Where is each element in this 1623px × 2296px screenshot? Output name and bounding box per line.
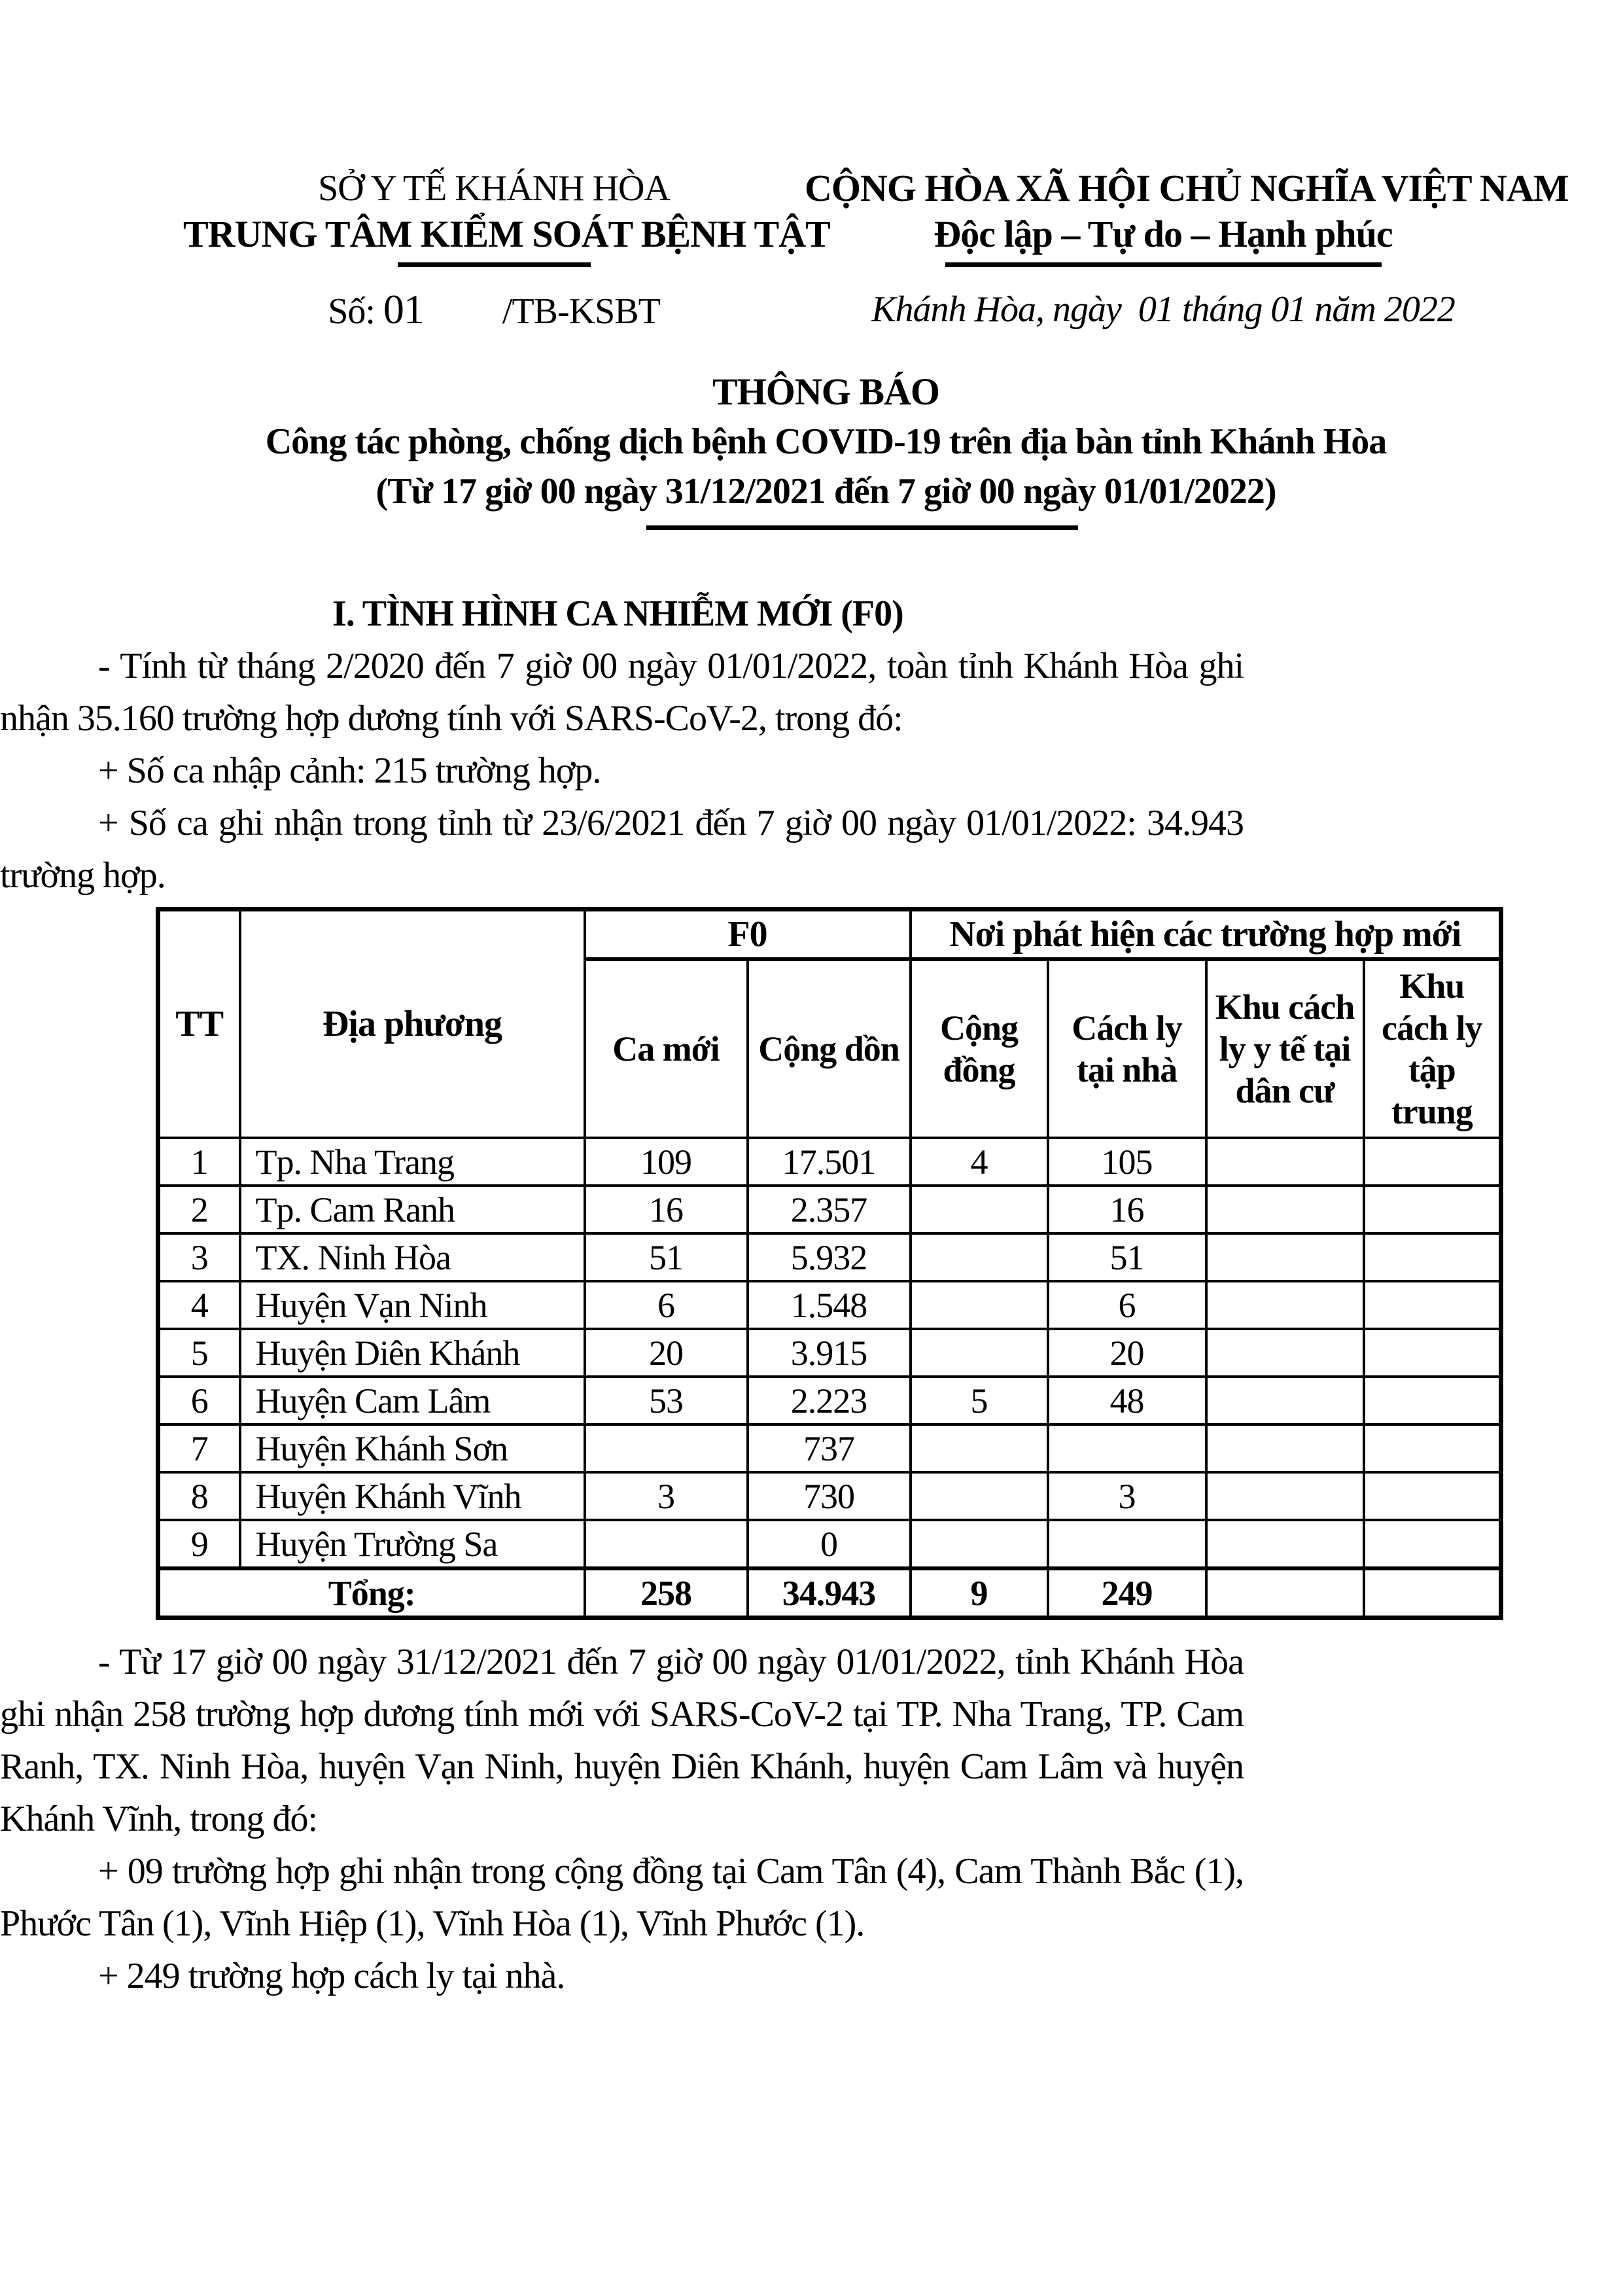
issuer-agency: TRUNG TÂM KIỂM SOÁT BỆNH TẬT [183, 213, 830, 255]
table-cell: TX. Ninh Hòa [240, 1233, 585, 1281]
national-block [805, 166, 1569, 267]
para-imported-cases: + Số ca nhập cảnh: 215 trường hợp. [98, 751, 601, 791]
table-cell [1206, 1233, 1364, 1281]
table-cell: 8 [158, 1472, 240, 1520]
table-cell [1364, 1233, 1501, 1281]
table-cell [1206, 1424, 1364, 1472]
issuer-department: SỞ Y TẾ KHÁNH HÒA [318, 168, 670, 209]
table-cell [1206, 1472, 1364, 1520]
table-cell [1206, 1281, 1364, 1329]
table-cell [1206, 1138, 1364, 1186]
table-cell [1206, 1377, 1364, 1424]
table-cell: 20 [585, 1329, 748, 1377]
table-cell [1364, 1186, 1501, 1233]
table-cell: 16 [585, 1186, 748, 1233]
document-header [183, 166, 1569, 267]
table-cell [911, 1329, 1048, 1377]
table-cell [1364, 1281, 1501, 1329]
table-cell: 9 [158, 1520, 240, 1568]
header-central-quarantine: Khu cách ly tập trung [1364, 959, 1501, 1138]
table-cell: 3 [1048, 1472, 1206, 1520]
table-cell: 34.943 [748, 1568, 911, 1618]
table-cell: 7 [158, 1424, 240, 1472]
table-cell: 48 [1048, 1377, 1206, 1424]
table-cell [911, 1472, 1048, 1520]
table-cell: 51 [1048, 1233, 1206, 1281]
table-cell: 2.223 [748, 1377, 911, 1424]
table-head [158, 910, 1501, 1139]
title-underline [646, 525, 1078, 530]
table-cell: 730 [748, 1472, 911, 1520]
table-cell: 1.548 [748, 1281, 911, 1329]
table-cell [911, 1424, 1048, 1472]
doc-number-suffix: /TB-KSBT [502, 291, 660, 332]
table-cell [1364, 1138, 1501, 1186]
table-cell: 2.357 [748, 1186, 911, 1233]
table-cell: 53 [585, 1377, 748, 1424]
table-cell: 6 [158, 1377, 240, 1424]
table-cell: Tp. Nha Trang [240, 1138, 585, 1186]
table-cell: 258 [585, 1568, 748, 1618]
table-cell: Huyện Vạn Ninh [240, 1281, 585, 1329]
table-cell [585, 1424, 748, 1472]
header-community: Cộng đồng [911, 959, 1048, 1138]
section-1-heading: I. TÌNH HÌNH CA NHIỄM MỚI (F0) [332, 593, 903, 634]
table-cell: 249 [1048, 1568, 1206, 1618]
table-cell: Huyện Cam Lâm [240, 1377, 585, 1424]
para-cases-total: - Tính từ tháng 2/2020 đến 7 giờ 00 ngày 01/01/2022, toàn tỉnh Khánh Hòa ghi nhận 35.160 trường hợp dương tính với SARS-CoV-2, trong đó: [0, 646, 1244, 739]
table-cell [585, 1520, 748, 1568]
table-cell [1364, 1472, 1501, 1520]
table-cell: 16 [1048, 1186, 1206, 1233]
table-row [158, 1424, 1501, 1472]
table-cell [1364, 1568, 1501, 1618]
table-header-group-row [158, 910, 1501, 960]
table-cell [911, 1233, 1048, 1281]
header-medical-area: Khu cách ly y tế tại dân cư [1206, 959, 1364, 1138]
table-cell: 51 [585, 1233, 748, 1281]
doc-number-label: Số: [328, 291, 375, 332]
table-cell: 105 [1048, 1138, 1206, 1186]
table-cell [1206, 1329, 1364, 1377]
table-cell [1048, 1424, 1206, 1472]
table-cell: 5 [911, 1377, 1048, 1424]
table-cell: 2 [158, 1186, 240, 1233]
total-label-cell: Tổng: [158, 1568, 585, 1618]
doc-number-line [183, 287, 805, 334]
para-province-cases: + Số ca ghi nhận trong tỉnh từ 23/6/2021 đến 7 giờ 00 ngày 01/01/2022: 34.943 trường hợp. [0, 803, 1244, 896]
table-cell: 4 [911, 1138, 1048, 1186]
notice-subject: Công tác phòng, chống dịch bệnh COVID-19 trên địa bàn tỉnh Khánh Hòa [265, 421, 1387, 462]
covid-statistics-table [156, 907, 1503, 1620]
table-row [158, 1233, 1501, 1281]
table-row [158, 1186, 1501, 1233]
table-cell: 4 [158, 1281, 240, 1329]
table-cell: 6 [585, 1281, 748, 1329]
table-cell [911, 1281, 1048, 1329]
para-home-quarantine-cases: + 249 trường hợp cách ly tại nhà. [98, 1956, 565, 1996]
header-tt: TT [158, 910, 240, 1139]
table-cell: Huyện Khánh Sơn [240, 1424, 585, 1472]
header-home-quarantine: Cách ly tại nhà [1048, 959, 1206, 1138]
national-motto: Độc lập – Tự do – Hạnh phúc [934, 213, 1393, 255]
table-cell [1364, 1520, 1501, 1568]
table-cell [1206, 1186, 1364, 1233]
table-cell: 3 [158, 1233, 240, 1281]
header-detect-group: Nơi phát hiện các trường hợp mới [911, 910, 1501, 960]
table-cell: 1 [158, 1138, 240, 1186]
para-community-cases: + 09 trường hợp ghi nhận trong cộng đồng tại Cam Tân (4), Cam Thành Bắc (1), Phước Tân (1), Vĩnh Hiệp (1), Vĩnh Hòa (1), Vĩnh Phước (1). [0, 1851, 1244, 1944]
notice-period: (Từ 17 giờ 00 ngày 31/12/2021 đến 7 giờ 00 ngày 01/01/2022) [375, 471, 1276, 512]
table-cell: Tp. Cam Ranh [240, 1186, 585, 1233]
table-cell: 5 [158, 1329, 240, 1377]
table-cell: 9 [911, 1568, 1048, 1618]
national-country: CỘNG HÒA XÃ HỘI CHỦ NGHĨA VIỆT NAM [805, 167, 1569, 209]
table-cell: 109 [585, 1138, 748, 1186]
place-date-line: Khánh Hòa, ngày 01 tháng 01 năm 2022 [871, 289, 1455, 330]
number-date-row [183, 287, 1522, 334]
table-cell [1364, 1329, 1501, 1377]
table-total-row [158, 1568, 1501, 1618]
table-cell [1048, 1520, 1206, 1568]
header-locality: Địa phương [240, 910, 585, 1139]
table-row [158, 1281, 1501, 1329]
table-row [158, 1138, 1501, 1186]
table-cell: 5.932 [748, 1233, 911, 1281]
table-row [158, 1472, 1501, 1520]
table-cell: 3 [585, 1472, 748, 1520]
table-row [158, 1329, 1501, 1377]
table-body [158, 1138, 1501, 1618]
table-row [158, 1520, 1501, 1568]
table-cell: 3.915 [748, 1329, 911, 1377]
header-f0-new: Ca mới [585, 959, 748, 1138]
table-cell: 17.501 [748, 1138, 911, 1186]
table-cell: 6 [1048, 1281, 1206, 1329]
title-block [154, 367, 1498, 530]
table-cell: 0 [748, 1520, 911, 1568]
table-row [158, 1377, 1501, 1424]
table-cell: Huyện Trường Sa [240, 1520, 585, 1568]
table-cell: Huyện Khánh Vĩnh [240, 1472, 585, 1520]
para-new-cases: - Từ 17 giờ 00 ngày 31/12/2021 đến 7 giờ 00 ngày 01/01/2022, tỉnh Khánh Hòa ghi nhận 258 trường hợp dương tính mới với SARS-CoV-2 tại TP. Nha Trang, TP. Cam Ranh, TX. Ninh Hòa, huyện Vạn Ninh, huyện Diên Khánh, huyện Cam Lâm và huyện Khánh Vĩnh, trong đó: [0, 1642, 1244, 1839]
table-cell [911, 1520, 1048, 1568]
notice-title: THÔNG BÁO [712, 370, 940, 413]
header-f0-group: F0 [585, 910, 911, 960]
table-cell [911, 1186, 1048, 1233]
table-cell [1364, 1377, 1501, 1424]
table-cell [1364, 1424, 1501, 1472]
table-cell: 20 [1048, 1329, 1206, 1377]
motto-underline [945, 262, 1382, 267]
table-cell [1206, 1568, 1364, 1618]
issuer-underline [398, 262, 591, 267]
table-cell: Huyện Diên Khánh [240, 1329, 585, 1377]
issuer-block [183, 166, 830, 267]
doc-number-value: 01 [383, 286, 424, 332]
table-cell [1206, 1520, 1364, 1568]
table-cell: 737 [748, 1424, 911, 1472]
header-f0-total: Cộng dồn [748, 959, 911, 1138]
